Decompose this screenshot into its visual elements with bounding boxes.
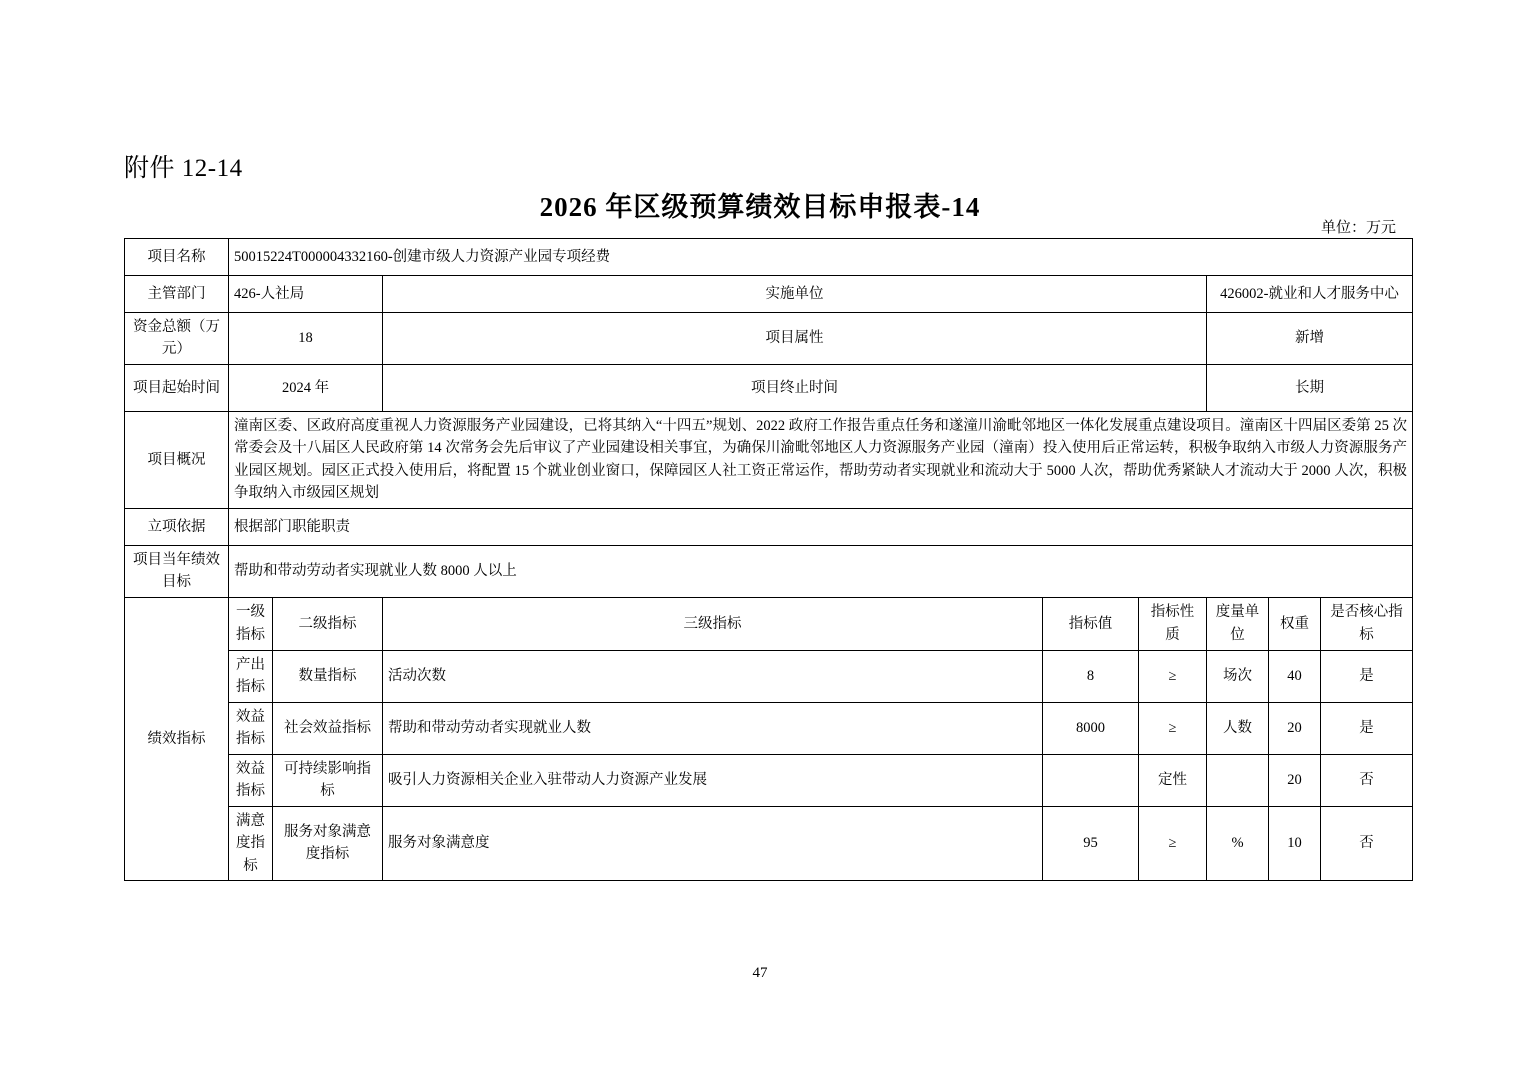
basis-value: 根据部门职能职责: [229, 508, 1413, 545]
indicators-label: 绩效指标: [125, 597, 229, 880]
header-level2: 二级指标: [273, 597, 383, 650]
indicator-level2: 社会效益指标: [273, 702, 383, 754]
indicator-level1: 效益指标: [229, 702, 273, 754]
indicator-core: 否: [1321, 806, 1413, 880]
indicator-value: 95: [1043, 806, 1139, 880]
table-row-indicator: [125, 702, 1413, 754]
indicator-nature: ≥: [1139, 702, 1207, 754]
header-level1: 一级指标: [229, 597, 273, 650]
page-number: 47: [752, 965, 768, 981]
overview-value: 潼南区委、区政府高度重视人力资源服务产业园建设，已将其纳入“十四五”规划、2022 政府工作报告重点任务和遂潼川渝毗邻地区一体化发展重点建设项目。潼南区十四届区委第 25 次常委会及十八届区人民政府第 14 次常务会先后审议了产业园建设相关事宜，为确保川渝毗邻地区人力资源服务产业园（潼南）投入使用后正常运转，积极争取纳入市级人力资源服务产业园区规划。园区正式投入使用后，将配置 15 个就业创业窗口，保障园区人社工资正常运作，帮助劳动者实现就业和流动大于 5000 人次，帮助优秀紧缺人才流动大于 2000 人次，积极争取纳入市级园区规划: [229, 411, 1413, 508]
table-row-overview: [125, 411, 1413, 508]
indicator-value: 8: [1043, 650, 1139, 702]
indicator-level1: 满意度指标: [229, 806, 273, 880]
indicator-nature: ≥: [1139, 806, 1207, 880]
header-unit: 度量单位: [1207, 597, 1269, 650]
table-row-basis: [125, 508, 1413, 545]
impl-unit-value: 426002-就业和人才服务中心: [1207, 276, 1413, 313]
table-row-indicator: [125, 754, 1413, 806]
header-value: 指标值: [1043, 597, 1139, 650]
indicator-level1: 效益指标: [229, 754, 273, 806]
start-time-label: 项目起始时间: [125, 364, 229, 411]
project-name-label: 项目名称: [125, 239, 229, 276]
table-row-department: [125, 276, 1413, 313]
indicator-weight: 20: [1269, 754, 1321, 806]
table-row-year-goal: [125, 545, 1413, 597]
indicator-unit: [1207, 754, 1269, 806]
year-goal-label: 项目当年绩效目标: [125, 545, 229, 597]
indicator-level3: 帮助和带动劳动者实现就业人数: [383, 702, 1043, 754]
indicator-level3: 吸引人力资源相关企业入驻带动人力资源产业发展: [383, 754, 1043, 806]
indicator-level2: 可持续影响指标: [273, 754, 383, 806]
indicator-value: 8000: [1043, 702, 1139, 754]
basis-label: 立项依据: [125, 508, 229, 545]
header-level3: 三级指标: [383, 597, 1043, 650]
impl-unit-label: 实施单位: [383, 276, 1207, 313]
indicator-core: 是: [1321, 650, 1413, 702]
indicator-nature: ≥: [1139, 650, 1207, 702]
indicator-level2: 数量指标: [273, 650, 383, 702]
overview-label: 项目概况: [125, 411, 229, 508]
indicator-nature: 定性: [1139, 754, 1207, 806]
indicator-weight: 10: [1269, 806, 1321, 880]
fund-label: 资金总额（万元）: [125, 313, 229, 365]
indicator-level3: 活动次数: [383, 650, 1043, 702]
header-core: 是否核心指标: [1321, 597, 1413, 650]
indicator-unit: 场次: [1207, 650, 1269, 702]
table-row-indicator: [125, 806, 1413, 880]
project-name-value: 50015224T000004332160-创建市级人力资源产业园专项经费: [229, 239, 1413, 276]
end-time-label: 项目终止时间: [383, 364, 1207, 411]
project-attribute-value: 新增: [1207, 313, 1413, 365]
page-title: 2026 年区级预算绩效目标申报表-14: [539, 192, 981, 222]
table-row-indicator: [125, 650, 1413, 702]
budget-performance-table: [124, 238, 1413, 881]
year-goal-value: 帮助和带动劳动者实现就业人数 8000 人以上: [229, 545, 1413, 597]
indicator-core: 否: [1321, 754, 1413, 806]
table-row-indicator-header: [125, 597, 1413, 650]
start-time-value: 2024 年: [229, 364, 383, 411]
indicator-level2: 服务对象满意度指标: [273, 806, 383, 880]
indicator-weight: 40: [1269, 650, 1321, 702]
end-time-value: 长期: [1207, 364, 1413, 411]
header-weight: 权重: [1269, 597, 1321, 650]
table-row-project-name: [125, 239, 1413, 276]
unit-note: 单位：万元: [1320, 220, 1396, 236]
fund-value: 18: [229, 313, 383, 365]
indicator-weight: 20: [1269, 702, 1321, 754]
indicator-value: [1043, 754, 1139, 806]
indicator-level1: 产出指标: [229, 650, 273, 702]
indicator-unit: 人数: [1207, 702, 1269, 754]
table-row-fund: [125, 313, 1413, 365]
table-row-period: [125, 364, 1413, 411]
attachment-label: 附件 12-14: [124, 155, 243, 182]
header-nature: 指标性质: [1139, 597, 1207, 650]
indicator-core: 是: [1321, 702, 1413, 754]
indicator-unit: %: [1207, 806, 1269, 880]
dept-value: 426-人社局: [229, 276, 383, 313]
project-attribute-label: 项目属性: [383, 313, 1207, 365]
dept-label: 主管部门: [125, 276, 229, 313]
indicator-level3: 服务对象满意度: [383, 806, 1043, 880]
